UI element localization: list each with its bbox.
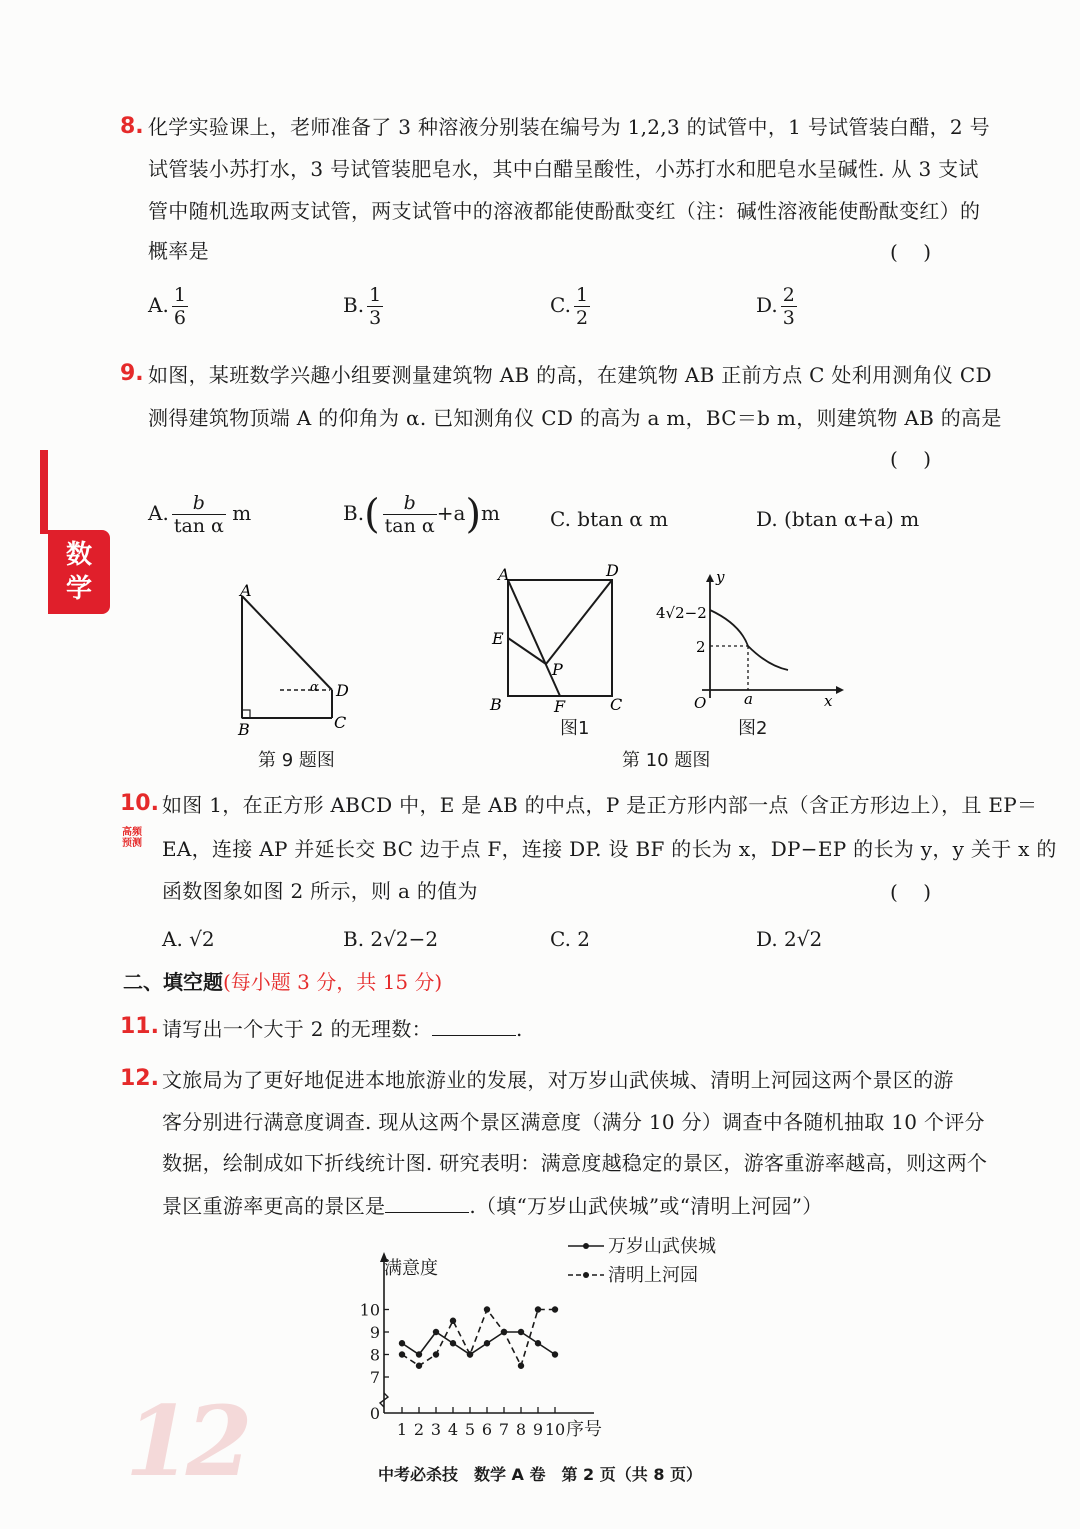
q11-number: 11. <box>120 1014 159 1039</box>
q10-fig2-label-ymid: 2 <box>696 638 706 656</box>
q10-option-c: C. 2 <box>550 927 591 951</box>
chart-y-axis-label: 满意度 <box>384 1258 438 1279</box>
chart-series-2-point <box>433 1351 439 1357</box>
chart-series-2-point <box>552 1306 558 1312</box>
q9-option-b-num: b <box>403 492 416 514</box>
q11-tail: . <box>515 1017 523 1041</box>
q10-number: 10. <box>120 791 159 816</box>
chart-series-2-point <box>518 1363 524 1369</box>
chart-y-tick-label: 7 <box>369 1368 380 1387</box>
chart-series-2-point <box>450 1318 456 1324</box>
q10-fig1-label-e: E <box>492 629 504 648</box>
q10-frequency-badge: 高频预测 <box>122 827 142 849</box>
q8-option-b-fraction <box>367 284 383 329</box>
chart-x-tick-label: 5 <box>464 1420 476 1439</box>
q10-line-1: 如图 1，在正方形 ABCD 中，E 是 AB 的中点，P 是正方形内部一点（含正方形边上），且 EP＝ <box>162 793 1038 817</box>
q8-option-d-label: D. <box>756 293 778 317</box>
q10-fig2-label-a: a <box>744 690 753 708</box>
q10-option-a: A. √2 <box>162 927 215 951</box>
q10-fig1-label-f: F <box>554 697 566 716</box>
q10-fig1-label-p: P <box>552 660 563 679</box>
chart-legend-label-1: 万岁山武侠城 <box>608 1236 716 1257</box>
page-watermark: 12 <box>125 1385 247 1498</box>
q8-option-c-den: 2 <box>575 307 589 329</box>
chart-series-1-point <box>552 1351 558 1357</box>
q10-option-d: D. 2√2 <box>756 927 823 951</box>
chart-x-tick-label: 9 <box>532 1420 544 1439</box>
chart-x-tick-label: 3 <box>430 1420 442 1439</box>
q8-option-a-den: 6 <box>173 307 186 329</box>
q10-fig1-label-a: A <box>498 565 510 584</box>
chart-series-2-point <box>484 1306 490 1312</box>
chart-y-tick-label: 8 <box>369 1345 380 1365</box>
chart-series-1-point <box>484 1340 490 1346</box>
q9-right-angle-mark <box>242 710 250 718</box>
q10-line-2: EA，连接 AP 并延长交 BC 边于点 F，连接 DP. 设 BF 的长为 x，DP−EP 的长为 y，y 关于 x 的 <box>162 837 1057 861</box>
q9-line-ad <box>242 596 332 690</box>
chart-series-1-point <box>433 1329 439 1335</box>
q10-fig1-label-b: B <box>490 695 502 714</box>
q9-option-b-unit: m <box>481 501 501 525</box>
q8-option-c-fraction <box>574 284 590 329</box>
chart-y-tick-label: 9 <box>369 1323 380 1342</box>
q8-line-4: 概率是 <box>148 239 209 263</box>
q8-option-a <box>148 284 188 329</box>
chart-series-line-1 <box>402 1332 555 1355</box>
chart-series-2-point <box>416 1363 422 1369</box>
chart-x-tick-label: 6 <box>481 1420 493 1439</box>
q12-answer-blank[interactable] <box>385 1192 469 1213</box>
q11-answer-blank[interactable] <box>432 1015 516 1036</box>
q10-figure-2-caption: 图2 <box>738 718 768 739</box>
q10-figure-1 <box>488 560 630 720</box>
chart-series-2-point <box>467 1351 473 1357</box>
q9-option-b-den: tan α <box>384 515 435 537</box>
q9-option-b-lparen: ( <box>364 491 380 538</box>
chart-x-tick-label: 1 <box>396 1420 408 1439</box>
q9-option-c: C. btan α m <box>550 507 669 531</box>
q12-line-4-pre: 景区重游率更高的景区是 <box>162 1194 386 1218</box>
q10-line-3: 函数图象如图 2 所示，则 a 的值为 <box>162 879 478 903</box>
q10-fig2-x-arrow <box>836 686 844 694</box>
q9-line-1: 如图，某班数学兴趣小组要测量建筑物 AB 的高，在建筑物 AB 正前方点 C 处利用测角仪 CD <box>148 363 992 387</box>
q11-text: 请写出一个大于 2 的无理数： <box>162 1017 432 1041</box>
q8-option-a-num: 1 <box>173 284 186 306</box>
q10-fig1-label-d: D <box>606 561 619 580</box>
chart-series-1-point <box>518 1329 524 1335</box>
q8-answer-paren: ( ) <box>890 240 932 264</box>
q9-option-b <box>343 492 500 537</box>
q8-option-a-label: A. <box>148 293 169 317</box>
section-2-note: (每小题 3 分，共 15 分) <box>223 970 443 994</box>
chart-series-1-point <box>535 1340 541 1346</box>
q8-option-d-fraction <box>781 284 797 329</box>
q10-fig2-label-o: O <box>694 694 707 712</box>
q12-line-1: 文旅局为了更好地促进本地旅游业的发展，对万岁山武侠城、清明上河园这两个景区的游 <box>162 1068 954 1092</box>
q8-option-b <box>343 284 383 329</box>
q9-option-a-label: A. <box>148 501 169 525</box>
q10-fig1-label-c: C <box>610 695 623 714</box>
q12-line-chart <box>340 1228 740 1448</box>
q10-fig2-curve <box>710 610 788 670</box>
q10-figure-1-caption: 图1 <box>560 718 590 739</box>
q10-figure-2 <box>650 566 850 716</box>
q9-number: 9. <box>120 361 144 386</box>
q10-fig2-label-x: x <box>824 692 833 710</box>
q10-line-dp <box>546 580 612 664</box>
q9-option-a-num: b <box>192 492 205 514</box>
chart-series-2-point <box>535 1306 541 1312</box>
q9-option-a-den: tan α <box>173 515 224 537</box>
q8-option-b-den: 3 <box>369 307 382 329</box>
section-2-title: 二、填空题 <box>123 970 223 994</box>
q10-option-b: B. 2√2−2 <box>343 927 439 951</box>
q10-answer-paren: ( ) <box>890 880 932 904</box>
q8-line-1: 化学实验课上，老师准备了 3 种溶液分别装在编号为 1,2,3 的试管中，1 号试管装白醋，2 号 <box>148 115 990 139</box>
subject-tab <box>48 530 110 614</box>
chart-x-tick-label: 7 <box>498 1420 510 1439</box>
q8-option-c-num: 1 <box>575 284 589 306</box>
chart-series-1-point <box>450 1340 456 1346</box>
chart-series-line-2 <box>402 1310 555 1366</box>
q10-fig2-y-arrow <box>706 574 714 582</box>
q8-option-c-label: C. <box>550 293 571 317</box>
chart-legend-label-2: 清明上河园 <box>608 1265 698 1286</box>
chart-series-2-point <box>399 1351 405 1357</box>
chart-legend-marker-2 <box>583 1272 589 1278</box>
q10-fig2-label-y: y <box>716 568 725 586</box>
q10-fig2-label-ytop: 4√2−2 <box>656 604 707 622</box>
q9-label-alpha: α <box>310 680 319 695</box>
q9-option-b-tail: +a <box>436 501 466 525</box>
q9-label-b: B <box>238 720 250 738</box>
subject-tab-char-2: 学 <box>65 574 92 604</box>
q8-option-d <box>756 284 797 329</box>
chart-x-axis-label: 序号 <box>566 1419 602 1440</box>
q8-option-d-num: 2 <box>782 284 795 306</box>
q8-line-2: 试管装小苏打水，3 号试管装肥皂水，其中白醋呈酸性，小苏打水和肥皂水呈碱性. 从 3 支试 <box>148 157 979 181</box>
q10-figure-caption: 第 10 题图 <box>622 750 711 771</box>
q9-line-2: 测得建筑物顶端 A 的仰角为 α. 已知测角仪 CD 的高为 a m，BC＝b m，则建筑物 AB 的高是 <box>148 406 1002 430</box>
chart-x-tick-label: 10 <box>544 1420 566 1439</box>
chart-x-tick-label: 2 <box>413 1420 425 1439</box>
q9-option-b-fraction <box>383 492 437 537</box>
chart-x-tick-label: 4 <box>447 1420 459 1439</box>
q8-option-d-den: 3 <box>782 307 795 329</box>
q9-label-a: A <box>240 581 252 600</box>
side-accent-bar <box>40 450 48 534</box>
q11-line <box>162 1015 523 1042</box>
page-footer: 中考必杀技 数学 A 卷 第 2 页（共 8 页） <box>377 1465 703 1484</box>
q12-number: 12. <box>120 1066 159 1091</box>
q12-line-4 <box>162 1192 823 1219</box>
chart-series-2-point <box>501 1329 507 1335</box>
q8-line-3: 管中随机选取两支试管，两支试管中的溶液都能使酚酞变红（注：碱性溶液能使酚酞变红）的 <box>148 199 981 223</box>
chart-series-1-point <box>399 1340 405 1346</box>
q9-label-d: D <box>336 681 349 700</box>
section-2-header <box>123 966 442 995</box>
q9-option-a-fraction <box>172 492 226 537</box>
q12-line-3: 数据，绘制成如下折线统计图. 研究表明：满意度越稳定的景区，游客重游率越高，则这两个 <box>162 1151 988 1175</box>
chart-x-tick-label: 8 <box>515 1420 527 1439</box>
chart-y-tick-label: 10 <box>359 1300 380 1320</box>
q9-option-d: D. (btan α+a) m <box>756 507 920 531</box>
q8-option-b-num: 1 <box>369 284 382 306</box>
chart-y-tick-label: 0 <box>369 1404 380 1423</box>
q8-option-c <box>550 284 590 329</box>
q12-line-2: 客分别进行满意度调查. 现从这两个景区满意度（满分 10 分）调查中各随机抽取 10 个评分 <box>162 1110 985 1134</box>
q9-option-b-label: B. <box>343 501 365 525</box>
q9-option-b-rparen: ) <box>465 491 482 538</box>
q8-number: 8. <box>120 114 144 139</box>
q8-option-b-label: B. <box>343 293 365 317</box>
q9-label-c: C <box>334 713 347 732</box>
q12-line-4-post: .（填“万岁山武侠城”或“清明上河园”） <box>469 1194 823 1218</box>
q9-figure-caption: 第 9 题图 <box>258 750 335 771</box>
q9-answer-paren: ( ) <box>890 447 932 471</box>
subject-tab-char-1: 数 <box>65 540 92 570</box>
chart-legend-marker-1 <box>583 1243 589 1249</box>
q9-option-a <box>148 492 251 537</box>
q9-figure <box>230 578 370 738</box>
chart-series-1-point <box>416 1351 422 1357</box>
q8-option-a-fraction <box>172 284 188 329</box>
q9-option-a-unit: m <box>232 501 252 525</box>
